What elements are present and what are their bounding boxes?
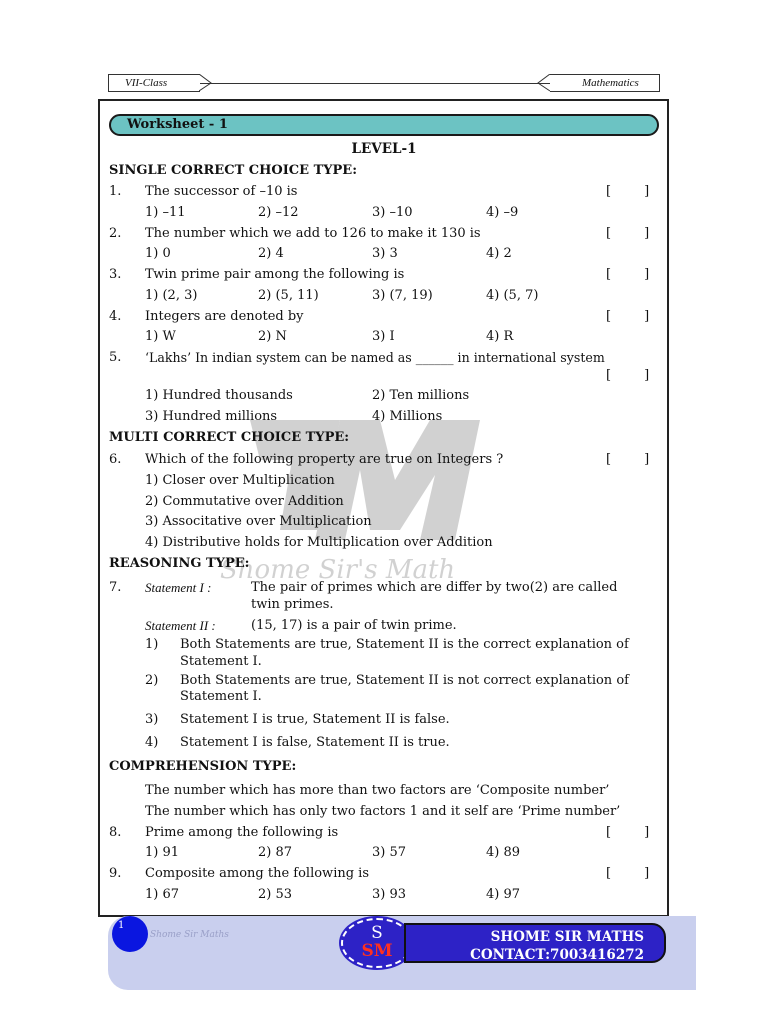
q1-option-4: 4) –9 [486, 205, 519, 220]
subject-label: Mathematics [550, 74, 660, 92]
shome-sir-logo [341, 918, 413, 968]
section-reasoning: REASONING TYPE: [109, 556, 250, 571]
q3-option-4: 4) (5, 7) [486, 288, 539, 303]
q6-number: 6. [109, 452, 122, 467]
q8-answer-bracket[interactable]: [ ] [606, 825, 650, 840]
q9-number: 9. [109, 866, 122, 881]
q3-text: Twin prime pair among the following is [145, 267, 405, 282]
q3-option-1: 1) (2, 3) [145, 288, 198, 303]
q8-number: 8. [109, 825, 122, 840]
subject-tab-arrow [537, 74, 551, 92]
q7-statement1-line2: twin primes. [251, 597, 334, 612]
q8-option-4: 4) 89 [486, 845, 521, 860]
section-multi-choice: MULTI CORRECT CHOICE TYPE: [109, 430, 350, 445]
q1-number: 1. [109, 184, 122, 199]
contact-banner [404, 923, 666, 963]
q7-option-1-line1: Both Statements are true, Statement II is the correct explanation of [180, 637, 629, 652]
q2-answer-bracket[interactable]: [ ] [606, 226, 650, 241]
q4-option-4: 4) R [486, 329, 514, 344]
logo-letters-sm: SM [361, 941, 393, 961]
q2-option-3: 3) 3 [372, 246, 398, 261]
q7-option-3: Statement I is true, Statement II is false. [180, 712, 450, 727]
q2-option-1: 1) 0 [145, 246, 171, 261]
q3-option-2: 2) (5, 11) [258, 288, 319, 303]
q2-text: The number which we add to 126 to make it 130 is [145, 226, 481, 241]
q6-answer-bracket[interactable]: [ ] [606, 452, 650, 467]
q6-option-4: 4) Distributive holds for Multiplication over Addition [145, 535, 493, 550]
q5-option-1: 1) Hundred thousands [145, 388, 293, 403]
q9-option-2: 2) 53 [258, 887, 293, 902]
q5-text: ‘Lakhs’ In indian system can be named as ______ in international system [145, 350, 605, 365]
q2-option-4: 4) 2 [486, 246, 512, 261]
q1-option-3: 3) –10 [372, 205, 413, 220]
q1-text: The successor of –10 is [145, 184, 298, 199]
contact-number: CONTACT:7003416272 [470, 947, 644, 963]
q6-text: Which of the following property are true on Integers ? [145, 452, 504, 467]
q8-option-3: 3) 57 [372, 845, 407, 860]
q7-option-1-line2: Statement I. [180, 654, 262, 669]
q7-statement2-label: Statement II : [145, 618, 216, 633]
q1-option-2: 2) –12 [258, 205, 299, 220]
q7-option-2-line2: Statement I. [180, 689, 262, 704]
q7-statement2-text: (15, 17) is a pair of twin prime. [251, 618, 457, 633]
q5-option-4: 4) Millions [372, 409, 443, 424]
q8-option-1: 1) 91 [145, 845, 180, 860]
q9-answer-bracket[interactable]: [ ] [606, 866, 650, 881]
q7-option-2-number: 2) [145, 673, 159, 688]
q8-option-2: 2) 87 [258, 845, 293, 860]
q7-number: 7. [109, 580, 122, 595]
q4-option-3: 3) I [372, 329, 395, 344]
watermark-logo [220, 400, 520, 580]
q4-option-2: 2) N [258, 329, 287, 344]
section-comprehension: COMPREHENSION TYPE: [109, 759, 297, 774]
brand-name: SHOME SIR MATHS [490, 929, 644, 945]
q2-number: 2. [109, 226, 122, 241]
q8-text: Prime among the following is [145, 825, 339, 840]
q7-option-1-number: 1) [145, 637, 159, 652]
q6-option-2: 2) Commutative over Addition [145, 494, 344, 509]
q1-answer-bracket[interactable]: [ ] [606, 184, 650, 199]
q5-option-3: 3) Hundred millions [145, 409, 278, 424]
q7-option-4: Statement I is false, Statement II is true. [180, 735, 450, 750]
q5-number: 5. [109, 350, 122, 365]
section-single-choice: SINGLE CORRECT CHOICE TYPE: [109, 163, 358, 178]
q7-statement1-line1: The pair of primes which are differ by two(2) are called [251, 580, 618, 595]
q4-option-1: 1) W [145, 329, 176, 344]
worksheet-banner: Worksheet - 1 [109, 114, 659, 136]
watermark-text: Shome Sir's Math [220, 555, 456, 580]
q5-option-2: 2) Ten millions [372, 388, 470, 403]
logo-letter-s: S [371, 923, 383, 943]
q4-text: Integers are denoted by [145, 309, 304, 324]
footer-faint-text: Shome Sir Maths [150, 930, 229, 940]
q9-option-3: 3) 93 [372, 887, 407, 902]
q1-option-1: 1) –11 [145, 205, 186, 220]
q7-option-3-number: 3) [145, 712, 159, 727]
q4-number: 4. [109, 309, 122, 324]
q9-text: Composite among the following is [145, 866, 370, 881]
class-tab-arrow [199, 74, 213, 92]
q7-statement1-label: Statement I : [145, 580, 212, 595]
q7-option-4-number: 4) [145, 735, 159, 750]
q3-answer-bracket[interactable]: [ ] [606, 267, 650, 282]
q9-option-1: 1) 67 [145, 887, 180, 902]
q6-option-1: 1) Closer over Multiplication [145, 473, 335, 488]
q9-option-4: 4) 97 [486, 887, 521, 902]
comprehension-line-2: The number which has only two factors 1 and it self are ‘Prime number’ [145, 804, 621, 819]
header-rule [200, 83, 550, 84]
page-number: 1 [112, 916, 148, 952]
q4-answer-bracket[interactable]: [ ] [606, 309, 650, 324]
q7-option-2-line1: Both Statements are true, Statement II is not correct explanation of [180, 673, 629, 688]
q3-option-3: 3) (7, 19) [372, 288, 433, 303]
q6-option-3: 3) Associtative over Multiplication [145, 514, 372, 529]
q3-number: 3. [109, 267, 122, 282]
class-label: VII-Class [108, 74, 200, 92]
q2-option-2: 2) 4 [258, 246, 284, 261]
level-title: LEVEL-1 [351, 141, 417, 157]
comprehension-line-1: The number which has more than two factors are ‘Composite number’ [145, 783, 610, 798]
q5-answer-bracket[interactable]: [ ] [606, 368, 650, 383]
